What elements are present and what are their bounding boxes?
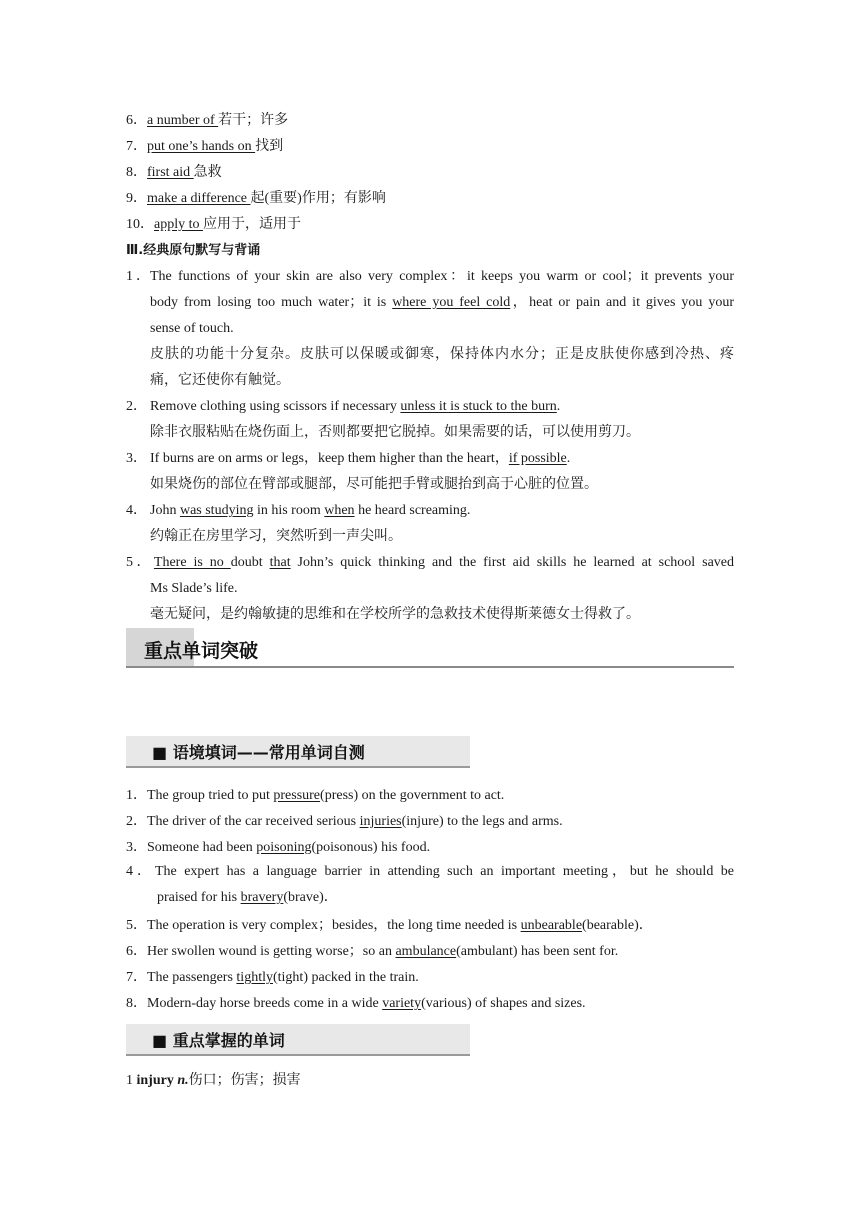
banner-title: 重点单词突破 — [144, 640, 259, 662]
list-item: 5．The operation is very complex；besides，the long time needed is unbearable(bearable)． — [126, 918, 653, 933]
translation: 约翰正在房里学习，突然听到一声尖叫。 — [150, 529, 402, 544]
phrase-item: 7．put one’s hands on 找到 — [126, 139, 284, 154]
phrase-term: a number of — [147, 113, 219, 128]
sentence-1: 1．The functions of your skin are also very complex：it keeps you warm or cool；it prevents your body from losing too much water；it is where you feel cold，heat or pain and it gives you your sense of touch. 皮肤的功能十分复杂。皮肤可以保暖或御寒，保持体内水分；正是皮肤使你感到冷热、疼 痛，它还使你有触觉。 — [126, 264, 734, 394]
banner-title: ■ 重点掌握的单词 — [152, 1031, 285, 1050]
phrase-item: 9．make a difference 起(重要)作用；有影响 — [126, 191, 386, 206]
phrase-term: apply to — [154, 217, 203, 232]
banner-title: ■ 语境填词——常用单词自测 — [152, 743, 365, 762]
list-item: 2．The driver of the car received serious injuries(injure) to the legs and arms. — [126, 814, 563, 829]
translation: 如果烧伤的部位在臂部或腿部，尽可能把手臂或腿抬到高于心脏的位置。 — [150, 477, 598, 492]
word-entry: 1 injury n.伤口；伤害；损害 — [126, 1073, 301, 1088]
phrase-item: 8．first aid 急救 — [126, 165, 222, 180]
section-banner — [126, 628, 734, 668]
word-pos: n. — [177, 1073, 189, 1088]
phrase-item: 10．apply to 应用于，适用于 — [126, 217, 301, 232]
sentence-4: 4． John was studying in his room when he heard screaming. 约翰正在房里学习，突然听到一声尖叫。 — [126, 498, 734, 550]
translation: 皮肤的功能十分复杂。皮肤可以保暖或御寒，保持体内水分；正是皮肤使你感到冷热、疼 — [150, 347, 734, 362]
translation: 痛，它还使你有触觉。 — [150, 373, 290, 388]
phrase-term: put one’s hands on — [147, 139, 256, 154]
sentence-3: 3． If burns are on arms or legs，keep them higher than the heart，if possible. 如果烧伤的部位在臂部或腿部，尽可能把手臂或腿抬到高于心脏的位置。 — [126, 446, 734, 498]
phrase-item: 6．a number of 若干；许多 — [126, 113, 289, 128]
sentence-2: 2． Remove clothing using scissors if necessary unless it is stuck to the burn. 除非衣服粘贴在烧伤面上，否则都要把它脱掉。如果需要的话，可以使用剪刀。 — [126, 394, 734, 446]
phrase-term: make a difference — [147, 191, 251, 206]
phrase-term: first aid — [147, 165, 194, 180]
sentence-5: 5．There is no doubt that John’s quick thinking and the first aid skills he learned at school saved Ms Slade’s life. 毫无疑问，是约翰敏捷的思维和在学校所学的急救技术使得斯莱德女士得救了。 — [126, 550, 734, 628]
subsection-banner — [126, 1024, 470, 1056]
list-item: 7．The passengers tightly(tight) packed in the train. — [126, 970, 419, 985]
translation: 除非衣服粘贴在烧伤面上，否则都要把它脱掉。如果需要的话，可以使用剪刀。 — [150, 425, 640, 440]
section-heading: Ⅲ.经典原句默写与背诵 — [126, 243, 261, 258]
list-item: 4．The expert has a language barrier in attending such an important meeting，but he should be praised for his bravery(brave)． — [126, 864, 734, 905]
subsection-banner — [126, 736, 470, 768]
list-item: 6．Her swollen wound is getting worse；so an ambulance(ambulant) has been sent for. — [126, 944, 619, 959]
list-item: 8．Modern-day horse breeds come in a wide variety(various) of shapes and sizes. — [126, 996, 586, 1011]
translation: 毫无疑问，是约翰敏捷的思维和在学校所学的急救技术使得斯莱德女士得救了。 — [150, 607, 640, 622]
word-headword: injury — [136, 1073, 178, 1088]
list-item: 1．The group tried to put pressure(press) on the government to act. — [126, 788, 505, 803]
list-item: 3．Someone had been poisoning(poisonous) his food. — [126, 840, 431, 855]
